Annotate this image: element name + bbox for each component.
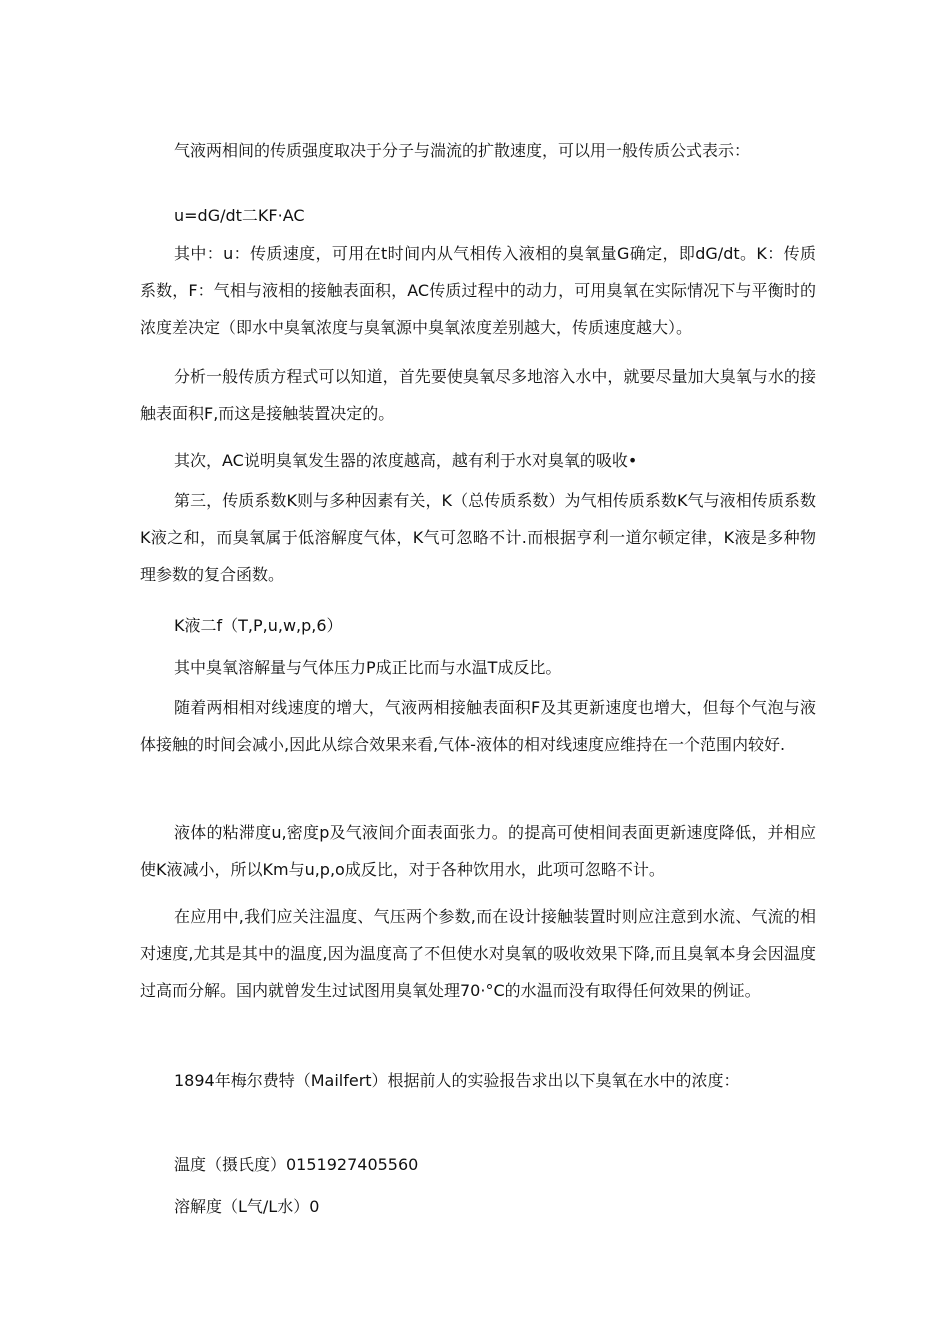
formula-transfer-rate: u=dG/dt二KF·AC: [174, 206, 305, 225]
paragraph-transfer-coefficient: 第三，传质系数K则与多种因素有关，K（总传质系数）为气相传质系数K气与液相传质系数K液之和，而臭氧属于低溶解度气体，K气可忽略不计.而根据亨利一道尔顿定律，K液是多种物理参数的复合函数。: [140, 491, 816, 584]
formula-k-liquid: K液二f（T,P,u,w,p,6）: [174, 616, 343, 635]
table-row-temperature: 温度（摄氏度）0151927405560: [174, 1155, 419, 1174]
table-row-solubility: 溶解度（L气/L水）0: [174, 1197, 320, 1216]
paragraph-viscosity: 液体的粘滞度u,密度p及气液间介面表面张力。的提高可使相间表面更新速度降低，并相应使K液减小，所以Km与u,p,o成反比，对于各种饮用水，此项可忽略不计。: [140, 823, 816, 879]
paragraph-generator-concentration: 其次，AC说明臭氧发生器的浓度越高，越有利于水对臭氧的吸收•: [174, 451, 638, 470]
paragraph-mass-transfer-intro: 气液两相间的传质强度取决于分子与湍流的扩散速度，可以用一般传质公式表示：: [174, 141, 751, 160]
paragraph-mailfert-1894: 1894年梅尔费特（Mailfert）根据前人的实验报告求出以下臭氧在水中的浓度：: [174, 1071, 740, 1090]
paragraph-variable-definitions: 其中：u：传质速度，可用在t时间内从气相传入液相的臭氧量G确定，即dG/dt。K：传质系数，F：气相与液相的接触表面积，AC传质过程中的动力，可用臭氧在实际情况下与平衡时的浓度差决定（即水中臭氧浓度与臭氧源中臭氧浓度差别越大，传质速度越大）。: [140, 244, 816, 337]
paragraph-application: 在应用中,我们应关注温度、气压两个参数,而在设计接触装置时则应注意到水流、气流的相对速度,尤其是其中的温度,因为温度高了不但使水对臭氧的吸收效果下降,而且臭氧本身会因温度过高而分解。国内就曾发生过试图用臭氧处理70·°C的水温而没有取得任何效果的例证。: [140, 907, 816, 1000]
paragraph-contact-area: 分析一般传质方程式可以知道，首先要使臭氧尽多地溶入水中，就要尽量加大臭氧与水的接触表面积F,而这是接触装置决定的。: [140, 367, 816, 423]
paragraph-relative-velocity: 随着两相相对线速度的增大，气液两相接触表面积F及其更新速度也增大，但每个气泡与液体接触的时间会减小,因此从综合效果来看,气体-液体的相对线速度应维持在一个范围内较好.: [140, 698, 816, 754]
paragraph-pressure-temperature: 其中臭氧溶解量与气体压力P成正比而与水温T成反比。: [174, 658, 562, 677]
